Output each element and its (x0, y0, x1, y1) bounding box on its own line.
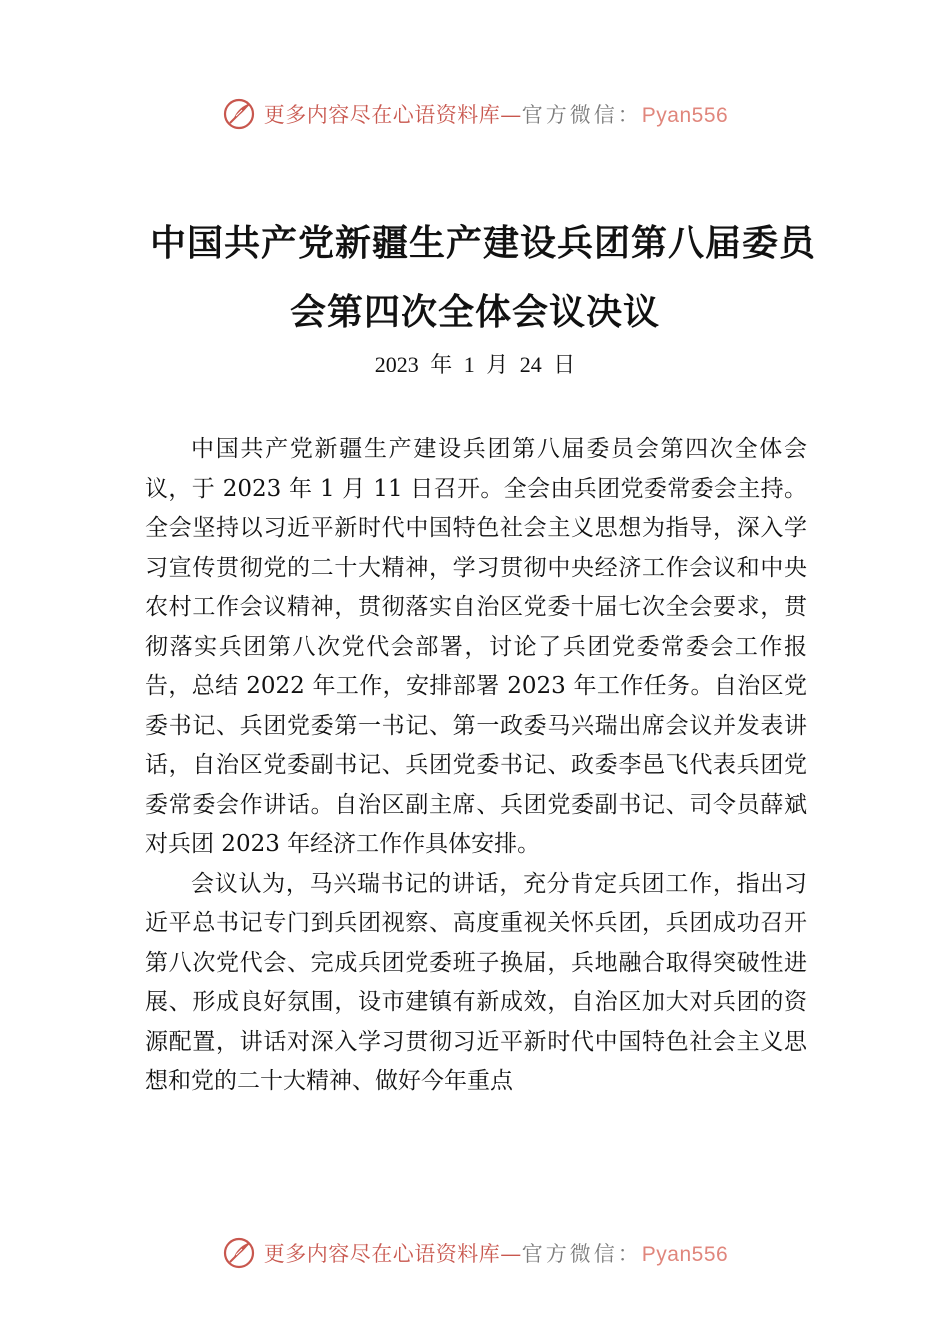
wechat-id: Pyan556 (641, 104, 729, 127)
header-banner[interactable] (0, 92, 950, 136)
wechat-label: 官方微信： (521, 103, 642, 127)
wechat-label: 官方微信： (521, 1242, 642, 1266)
wechat-id: Pyan556 (641, 1243, 729, 1266)
brand-text: 更多内容尽在心语资料库 (263, 103, 501, 127)
body-paragraph: 中国共产党新疆生产建设兵团第八届委员会第四次全体会议，于 2023 年 1 月 11 日召开。全会由兵团党委常委会主持。全会坚持以习近平新时代中国特色社会主义思想为指导，深入学习宣传贯彻党的二十大精神，学习贯彻中央经济工作会议和中央农村工作会议精神，贯彻落实自治区党委十届七次全会要求，贯彻落实兵团第八次党代会部署，讨论了兵团党委常委会工作报告，总结 2022 年工作，安排部署 2023 年工作任务。自治区党委书记、兵团党委第一书记、第一政委马兴瑞出席会议并发表讲话，自治区党委副书记、兵团党委书记、政委李邑飞代表兵团党委常委会作讲话。自治区副主席、兵团党委副书记、司令员薛斌对兵团 2023 年经济工作作具体安排。 (145, 436, 807, 857)
document-date: 2023 年 1 月 24 日 (374, 352, 576, 377)
banner-text (264, 99, 728, 129)
feather-pen-logo-icon (222, 1235, 258, 1271)
brand-text: 更多内容尽在心语资料库 (263, 1242, 501, 1266)
document-title-line-2: 会第四次全体会议决议 (289, 292, 660, 333)
banner-separator: — (500, 103, 522, 127)
document-body (145, 430, 807, 1102)
banner-text (264, 1238, 728, 1268)
footer-banner[interactable] (0, 1231, 950, 1275)
banner-separator: — (500, 1242, 522, 1266)
feather-pen-logo-icon (222, 96, 258, 132)
document-title-line-1: 中国共产党新疆生产建设兵团第八届委员 (150, 223, 817, 264)
body-paragraph: 会议认为，马兴瑞书记的讲话，充分肯定兵团工作，指出习近平总书记专门到兵团视察、高度重视关怀兵团，兵团成功召开第八次党代会、完成兵团党委班子换届，兵地融合取得突破性进展、形成良好氛围，设市建镇有新成效，自治区加大对兵团的资源配置，讲话对深入学习贯彻习近平新时代中国特色社会主义思想和党的二十大精神、做好今年重点 (145, 870, 807, 1094)
